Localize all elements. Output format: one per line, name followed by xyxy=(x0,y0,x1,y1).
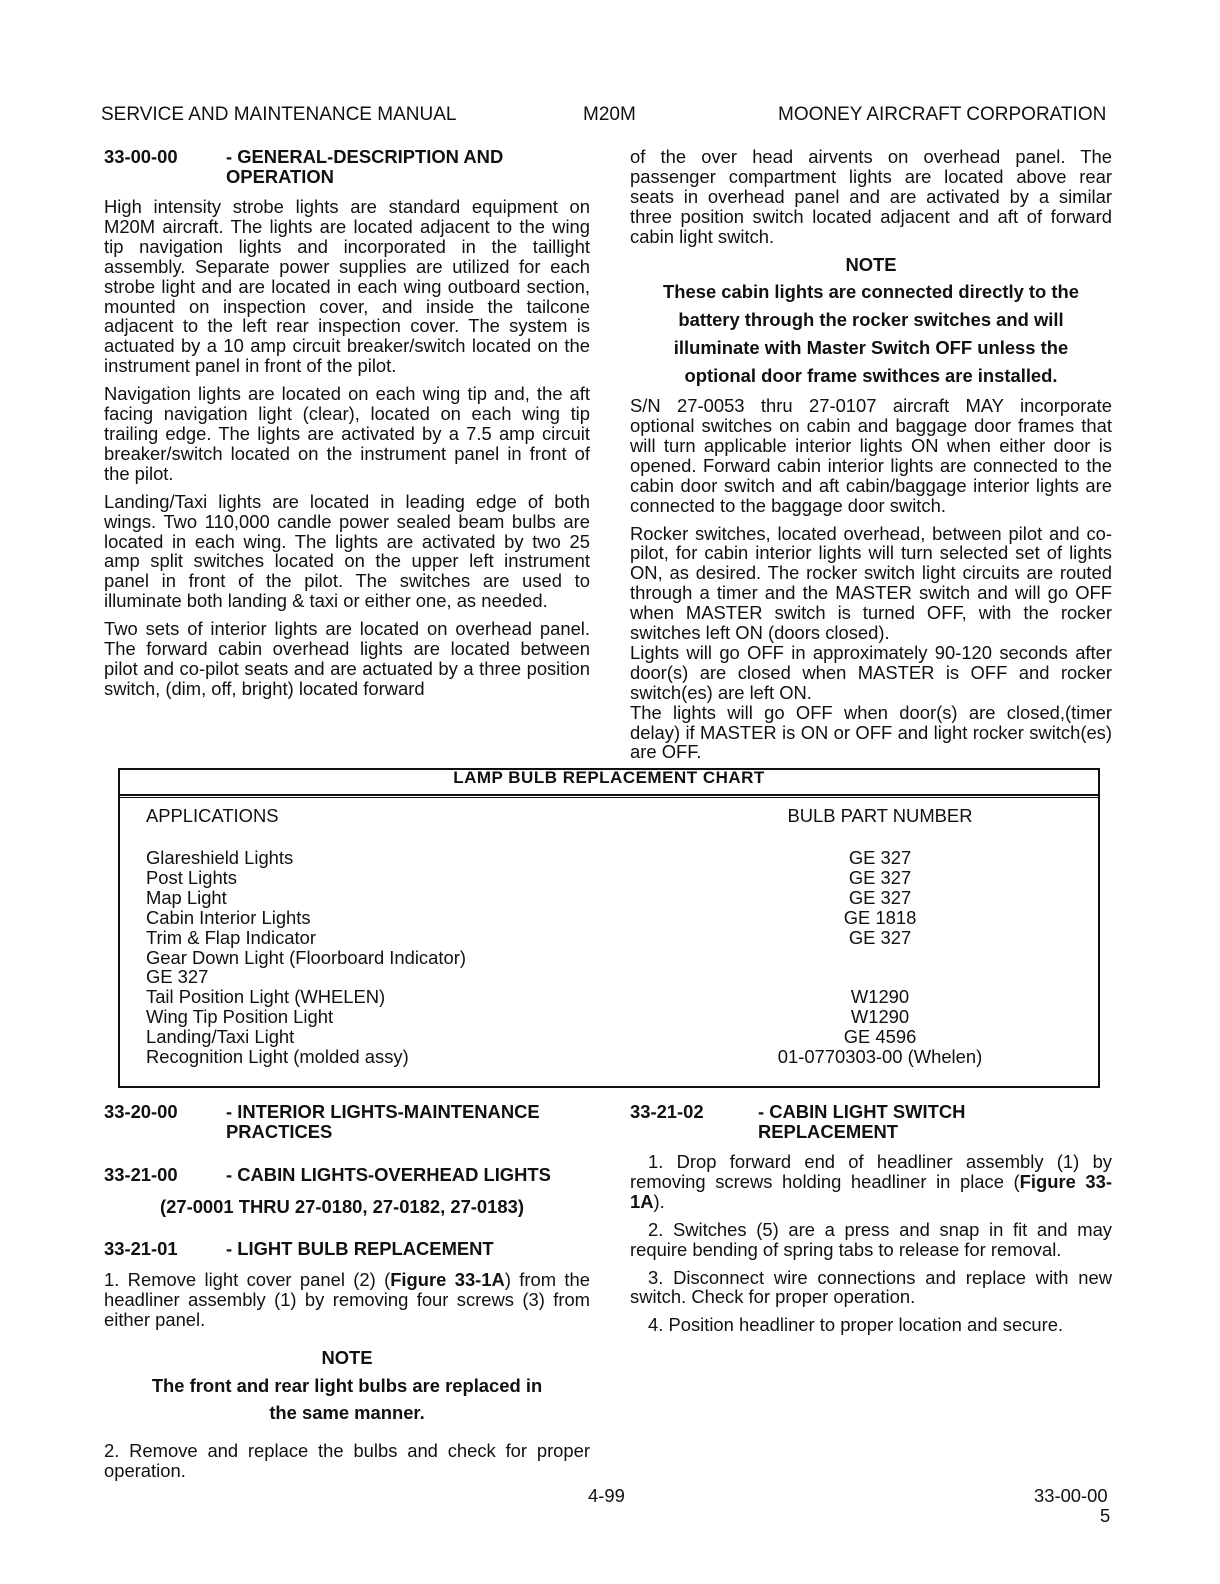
section-heading-33-21-01 xyxy=(104,1239,590,1259)
header-model: M20M xyxy=(583,104,636,125)
chart-title-rule xyxy=(120,797,1098,798)
section-number: 33-00-00 xyxy=(104,146,178,167)
paragraph-rocker-switches: Rocker switches, located overhead, between pilot and co-pilot, for cabin interior lights will turn selected set of lights ON, as desired. The rocker switch light circuits are routed through a timer and the MASTER switch and will go OFF when MASTER switch is turned OFF, with the rocker switches left ON (doors closed). xyxy=(630,522,1112,644)
section-heading-33-00-00 xyxy=(104,147,590,187)
chart-cell-application: Post Lights xyxy=(146,866,237,888)
paragraph-strobe-lights: High intensity strobe lights are standard equipment on M20M aircraft. The lights are located adjacent to the wing tip navigation lights and incorporated in the taillight assembly. Separate power supplies are utilized for each strobe light and are located in each wing outboard section, mounted on inspection cover, and inside the tailcone adjacent to the left rear inspection cover. The system is actuated by a 10 amp circuit breaker/switch located on the instrument panel in front of the pilot. xyxy=(104,196,590,377)
section-title xyxy=(758,1102,1112,1142)
note-line: battery through the rocker switches and will xyxy=(678,309,1064,331)
chart-cell-part-number: GE 327 xyxy=(848,926,912,948)
chart-title-rule xyxy=(120,794,1098,796)
step-text: 1. Remove light cover panel (2) ( xyxy=(104,1268,391,1290)
step-disconnect: 3. Disconnect wire connections and replace with new switch. Check for proper operation. xyxy=(630,1266,1112,1308)
note-line: illuminate with Master Switch OFF unless the xyxy=(673,337,1069,359)
paragraph-passenger-lights: of the over head airvents on overhead panel. The passenger compartment lights are located above rear seats in overhead panel and are activated by a similar three position switch located adjacent and aft of forward cabin light switch. xyxy=(630,146,1112,247)
paragraph-door-switches: S/N 27-0053 thru 27-0107 aircraft MAY incorporate optional switches on cabin and baggage door frames that will turn applicable interior lights ON when either door is opened. Forward cabin interior lights are connected to the cabin door switch and aft cabin/baggage interior lights are connected to the baggage door switch. xyxy=(630,395,1112,516)
chart-cell-part-number: GE 327 xyxy=(848,866,912,888)
step-text: ). xyxy=(653,1190,665,1212)
section-serials: (27-0001 THRU 27-0180, 27-0182, 27-0183) xyxy=(160,1196,524,1217)
chart-cell-part-number: W1290 xyxy=(850,986,910,1008)
lower-left-column xyxy=(104,1102,590,1489)
paragraph-navigation-lights: Navigation lights are located on each wing tip and, the aft facing navigation light (clear), located on each wing tip trailing edge. The lights are activated by a 7.5 amp circuit breaker/switch located on the instrument panel in front of the pilot. xyxy=(104,383,590,484)
section-title: - LIGHT BULB REPLACEMENT xyxy=(226,1237,494,1259)
footer-revision: 5 xyxy=(1100,1505,1111,1526)
chart-cell-application: Wing Tip Position Light xyxy=(146,1006,334,1028)
section-heading-33-20-00 xyxy=(104,1102,590,1142)
chart-cell-application: Cabin Interior Lights xyxy=(146,906,311,928)
section-title-line1: - CABIN LIGHT SWITCH xyxy=(758,1101,966,1122)
paragraph-timer: Lights will go OFF in approximately 90-120 seconds after door(s) are closed when MASTER is OFF and rocker switch(es) are left ON. xyxy=(630,641,1112,703)
figure-reference: Figure 33-1A xyxy=(630,1170,1112,1212)
chart-cell-part-number: GE 4596 xyxy=(843,1026,917,1048)
chart-cell-application: Recognition Light (molded assy) xyxy=(146,1046,409,1067)
step-text: 1. Drop forward end of headliner assembly (1) by removing screws holding headliner in place ( xyxy=(630,1151,1112,1192)
figure-reference: Figure 33-1A xyxy=(390,1268,505,1290)
paragraph-timer-delay: The lights will go OFF when door(s) are closed,(timer delay) if MASTER is ON or OFF and light rocker switch(es) are OFF. xyxy=(630,701,1112,763)
chart-title: LAMP BULB REPLACEMENT CHART xyxy=(453,768,765,787)
chart-cell-part-number: GE 1818 xyxy=(843,906,917,928)
note-heading: NOTE xyxy=(845,253,897,275)
paragraph-landing-taxi-lights: Landing/Taxi lights are located in leading edge of both wings. Two 110,000 candle power sealed beam bulbs are located in each wing. The lights are activated by two 25 amp split switches located on the upper left instrument panel in front of the pilot. The switches are used to illuminate both landing & taxi or either one, as needed. xyxy=(104,490,590,612)
section-title-line1: - INTERIOR LIGHTS-MAINTENANCE xyxy=(226,1101,540,1122)
section-title-line2: OPERATION xyxy=(226,166,334,187)
chart-cell-application: Landing/Taxi Light xyxy=(146,1026,295,1048)
section-number: 33-21-02 xyxy=(630,1101,704,1122)
note-line: optional door frame swithces are installed. xyxy=(684,365,1058,387)
note-line: These cabin lights are connected directly to the xyxy=(663,281,1079,303)
footer-section-number: 33-00-00 xyxy=(1034,1485,1108,1506)
note-heading: NOTE xyxy=(321,1346,373,1368)
left-column xyxy=(104,147,590,707)
section-title xyxy=(226,147,590,187)
chart-cell-application: Tail Position Light (WHELEN) xyxy=(146,986,386,1008)
chart-cell-part-number: W1290 xyxy=(850,1006,910,1028)
step-drop-headliner xyxy=(630,1152,1112,1212)
chart-col-part-number: BULB PART NUMBER xyxy=(787,805,973,826)
lamp-bulb-chart xyxy=(118,768,1100,1088)
step-replace-bulbs: 2. Remove and replace the bulbs and check for proper operation. xyxy=(104,1440,590,1482)
step-remove-cover xyxy=(104,1270,590,1330)
section-title xyxy=(226,1102,590,1142)
note-bulbs xyxy=(104,1348,590,1424)
paragraph-interior-lights: Two sets of interior lights are located on overhead panel. The forward cabin overhead lights are located between pilot and co-pilot seats and are actuated by a three position switch, (dim, off, bright) located forward xyxy=(104,618,590,699)
section-title-line2: PRACTICES xyxy=(226,1121,333,1142)
section-title: - CABIN LIGHTS-OVERHEAD LIGHTS xyxy=(226,1164,551,1185)
chart-cell-part-number: GE 327 xyxy=(848,847,912,868)
header-manual-title: SERVICE AND MAINTENANCE MANUAL xyxy=(101,104,457,125)
step-text: ) from the headliner assembly (1) by removing four screws (3) from either panel. xyxy=(104,1268,590,1330)
section-number: 33-21-00 xyxy=(104,1164,178,1185)
section-heading-33-21-00 xyxy=(104,1165,590,1185)
header-company: MOONEY AIRCRAFT CORPORATION xyxy=(778,104,1107,125)
chart-cell-application: Map Light xyxy=(146,886,227,908)
section-heading-33-21-02 xyxy=(630,1102,1112,1142)
chart-cell-application: Gear Down Light (Floorboard Indicator) xyxy=(146,946,466,968)
chart-cell-part-number: 01-0770303-00 (Whelen) xyxy=(777,1046,983,1067)
right-column xyxy=(630,147,1112,770)
footer-page-number: 4-99 xyxy=(588,1485,625,1506)
section-number: 33-20-00 xyxy=(104,1101,178,1122)
chart-cell-part-number: GE 327 xyxy=(848,886,912,908)
lower-right-column xyxy=(630,1102,1112,1343)
section-title-line1: - GENERAL-DESCRIPTION AND xyxy=(226,146,504,167)
section-title-line2: REPLACEMENT xyxy=(758,1121,898,1142)
chart-cell-application: Glareshield Lights xyxy=(146,847,294,868)
step-position-headliner: 4. Position headliner to proper location and secure. xyxy=(648,1314,1064,1336)
section-number: 33-21-01 xyxy=(104,1237,178,1259)
chart-cell-application: GE 327 xyxy=(146,966,209,988)
note-line: The front and rear light bulbs are replaced in xyxy=(151,1374,543,1396)
note-line: the same manner. xyxy=(269,1402,425,1424)
step-switches: 2. Switches (5) are a press and snap in fit and may require bending of spring tabs to release for removal. xyxy=(630,1218,1112,1260)
chart-cell-application: Trim & Flap Indicator xyxy=(146,926,316,948)
chart-col-applications: APPLICATIONS xyxy=(146,805,279,826)
note-cabin-lights xyxy=(630,255,1112,387)
